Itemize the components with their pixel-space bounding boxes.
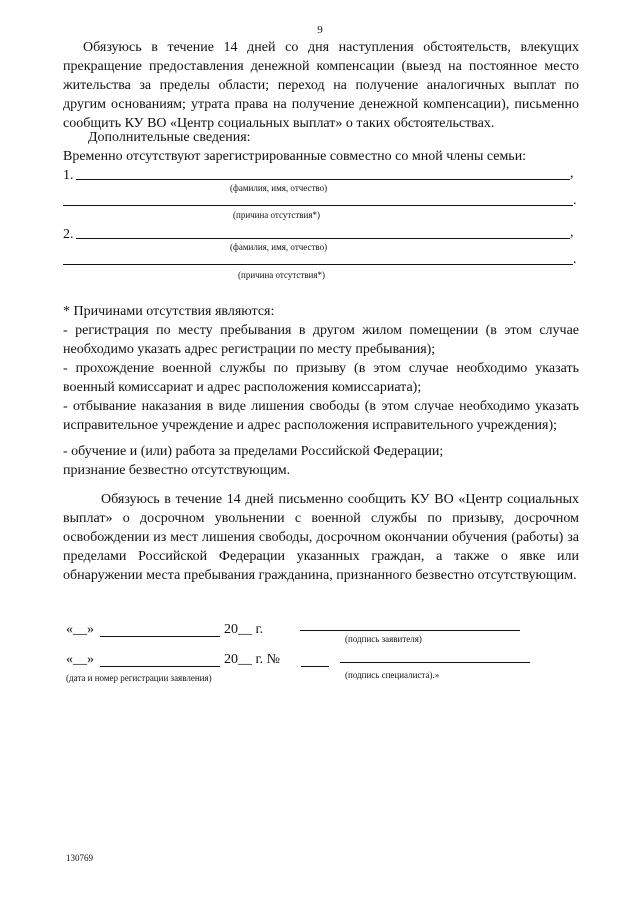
year-1: 20__ г. bbox=[224, 622, 264, 637]
obligation-paragraph: Обязуюсь в течение 14 дней со дня наступления обстоятельств, влекущих прекращение предоставления денежной компенсации (выезд на постоянное место жительства за пределы области; переход на получение аналогичных выплат по другим основаниям; утрата права на получение денежной компенсации), письменно сообщить КУ ВО «Центр социальных выплат» о таких обстоятельствах. bbox=[63, 40, 579, 131]
document-code: 130769 bbox=[66, 853, 93, 863]
date-open-2: «__» bbox=[66, 652, 94, 667]
member-2-name-line[interactable] bbox=[76, 238, 570, 239]
reason-item-5: признание безвестно отсутствующим. bbox=[63, 463, 291, 478]
reason-item-3: - отбывание наказания в виде лишения свободы (в этом случае необходимо указать исправительное учреждение и адрес расположения исправительного учреждения); bbox=[63, 399, 579, 433]
member-2-number: 2. bbox=[63, 227, 74, 242]
member-1-number: 1. bbox=[63, 168, 74, 183]
member-2-period: . bbox=[573, 252, 577, 267]
specialist-caption: (подпись специалиста).» bbox=[345, 670, 440, 680]
reasons-title: * Причинами отсутствия являются: bbox=[63, 304, 275, 319]
date-caption: (дата и номер регистрации заявления) bbox=[66, 673, 212, 683]
absent-members-label: Временно отсутствуют зарегистрированные совместно со мной члены семьи: bbox=[63, 149, 527, 164]
reason-item-4: - обучение и (или) работа за пределами Российской Федерации; bbox=[63, 444, 444, 459]
member-2-reason-caption: (причина отсутствия*) bbox=[238, 270, 326, 280]
date-open-1: «__» bbox=[66, 622, 94, 637]
date-line-2[interactable] bbox=[100, 666, 220, 667]
member-2-name-caption: (фамилия, имя, отчество) bbox=[230, 242, 328, 252]
reason-item-2: - прохождение военной службы по призыву (в этом случае необходимо указать военный комиссариат и адрес расположения комиссариата); bbox=[63, 361, 579, 395]
applicant-signature-line[interactable] bbox=[300, 630, 520, 631]
member-1-name-caption: (фамилия, имя, отчество) bbox=[230, 183, 328, 193]
member-1-reason-caption: (причина отсутствия*) bbox=[233, 210, 321, 220]
reason-item-1: - регистрация по месту пребывания в другом жилом помещении (в этом случае необходимо указать адрес регистрации по месту пребывания); bbox=[63, 323, 579, 357]
member-2-comma: , bbox=[570, 225, 574, 240]
member-1-period: . bbox=[573, 193, 577, 208]
applicant-caption: (подпись заявителя) bbox=[345, 634, 422, 644]
member-1-comma: , bbox=[570, 166, 574, 181]
page-number: 9 bbox=[317, 24, 323, 36]
member-1-reason-line[interactable] bbox=[63, 205, 573, 206]
date-line-1[interactable] bbox=[100, 636, 220, 637]
registration-number-line[interactable] bbox=[301, 666, 329, 667]
notify-paragraph: Обязуюсь в течение 14 дней письменно сообщить КУ ВО «Центр социальных выплат» о досрочном увольнении с военной службы по призыву, досрочном освобождении из мест лишения свободы, досрочном окончании обучения (работы) за пределами Российской Федерации указанных граждан, а также о явке или обнаружении места пребывания гражданина, признанного безвестно отсутствующим. bbox=[63, 492, 579, 583]
member-1-name-line[interactable] bbox=[76, 179, 570, 180]
member-2-reason-line[interactable] bbox=[63, 264, 573, 265]
year-number-2: 20__ г. № bbox=[224, 652, 281, 667]
specialist-signature-line[interactable] bbox=[340, 662, 530, 663]
additional-info-label: Дополнительные сведения: bbox=[88, 130, 251, 145]
